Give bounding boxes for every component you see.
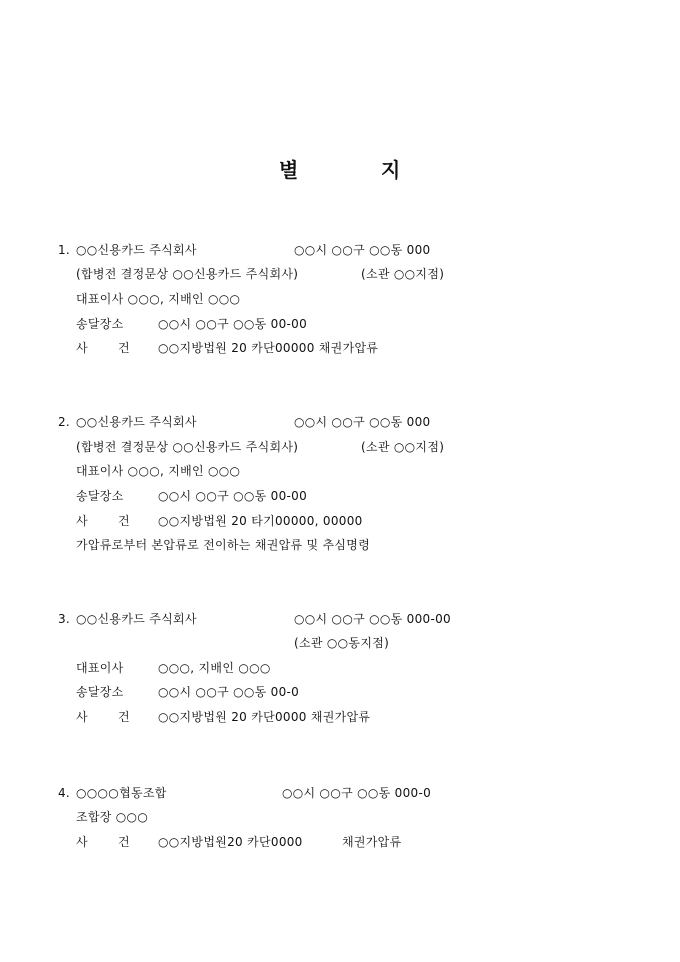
- entry-name: ○○신용카드 주식회사: [76, 415, 197, 429]
- entry-representative: 조합장 ○○○: [76, 810, 149, 824]
- document-title-char-2: 지: [381, 158, 401, 182]
- entry-address: ○○시 ○○구 ○○동 000-0: [282, 786, 432, 800]
- service-label: 송달장소: [76, 317, 124, 331]
- entry-number: 2.: [58, 415, 71, 429]
- entry-address: ○○시 ○○구 ○○동 000: [294, 243, 431, 257]
- entry-note: (합병전 결정문상 ○○신용카드 주식회사): [76, 267, 299, 281]
- document-title-char-1: 별: [279, 158, 299, 182]
- service-label: 송달장소: [76, 489, 124, 503]
- case-type: 채권가압류: [342, 835, 402, 849]
- case-label-2: 건: [118, 341, 130, 355]
- case-label-1: 사: [76, 514, 88, 528]
- case-label-2: 건: [118, 514, 130, 528]
- entry-note: (합병전 결정문상 ○○신용카드 주식회사): [76, 440, 299, 454]
- entry-branch: (소관 ○○동지점): [294, 636, 390, 650]
- case-label-2: 건: [118, 835, 130, 849]
- entry-number: 4.: [58, 786, 71, 800]
- entry-representative: 대표이사 ○○○, 지배인 ○○○: [76, 464, 241, 478]
- entry-representative: 대표이사 ○○○, 지배인 ○○○: [76, 292, 241, 306]
- case-value: ○○지방법원20 카단0000: [158, 835, 303, 849]
- entry-number: 3.: [58, 612, 71, 626]
- service-address: ○○시 ○○구 ○○동 00-00: [158, 489, 308, 503]
- service-address: ○○시 ○○구 ○○동 00-0: [158, 685, 300, 699]
- service-address: ○○시 ○○구 ○○동 00-00: [158, 317, 308, 331]
- case-label-2: 건: [118, 710, 130, 724]
- case-description: 가압류로부터 본압류로 전이하는 채권압류 및 추심명령: [76, 538, 371, 552]
- entry-name: ○○○○협동조합: [76, 786, 167, 800]
- representative-value: ○○○, 지배인 ○○○: [158, 661, 271, 675]
- service-label: 송달장소: [76, 685, 124, 699]
- case-value: ○○지방법원 20 타기00000, 00000: [158, 514, 363, 528]
- entry-branch: (소관 ○○지점): [361, 267, 445, 281]
- entry-name: ○○신용카드 주식회사: [76, 612, 197, 626]
- entry-address: ○○시 ○○구 ○○동 000: [294, 415, 431, 429]
- case-label-1: 사: [76, 835, 88, 849]
- representative-label: 대표이사: [76, 661, 124, 675]
- entry-branch: (소관 ○○지점): [361, 440, 445, 454]
- case-label-1: 사: [76, 341, 88, 355]
- entry-number: 1.: [58, 243, 71, 257]
- case-label-1: 사: [76, 710, 88, 724]
- case-value: ○○지방법원 20 카단0000 채권가압류: [158, 710, 371, 724]
- entry-address: ○○시 ○○구 ○○동 000-00: [294, 612, 451, 626]
- case-value: ○○지방법원 20 카단00000 채권가압류: [158, 341, 379, 355]
- entry-name: ○○신용카드 주식회사: [76, 243, 197, 257]
